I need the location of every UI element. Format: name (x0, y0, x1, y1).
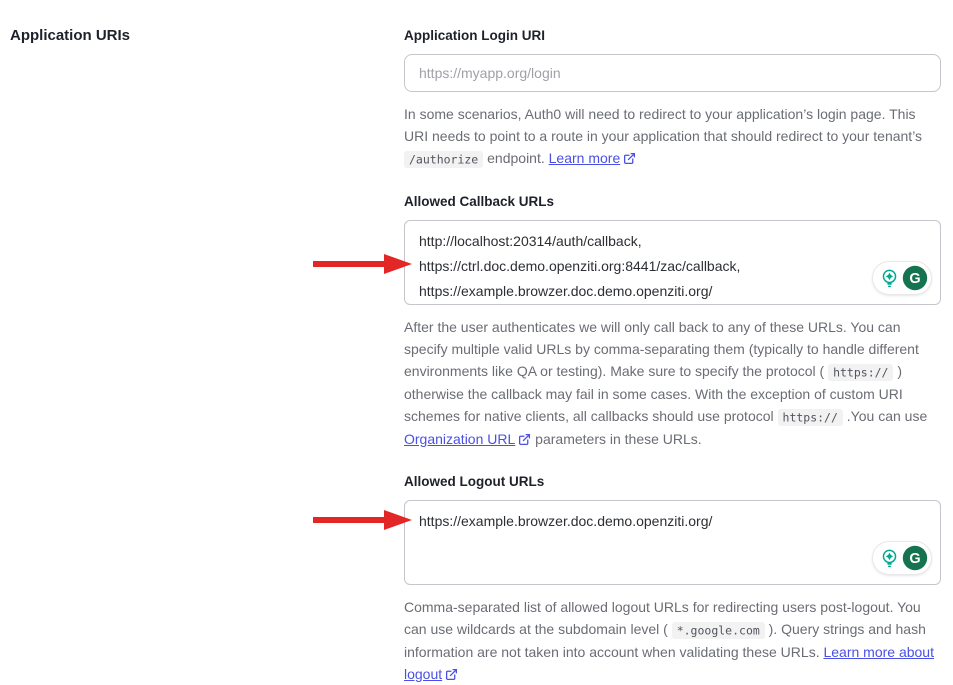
external-link-icon (445, 668, 458, 681)
organization-url-link[interactable]: Organization URL (404, 431, 516, 447)
logout-urls-textarea[interactable] (404, 500, 941, 585)
authorize-code-chip: /authorize (404, 151, 483, 168)
callback-urls-field (404, 220, 941, 305)
logout-description-text-1: Comma-separated list of allowed logout URLs for redirecting users post-logout. You can use wildcards at the subdomain level ( (404, 599, 921, 637)
callback-urls-label: Allowed Callback URLs (404, 194, 555, 209)
external-link-icon (518, 433, 531, 446)
login-uri-description-text-2: endpoint. (483, 150, 549, 166)
login-uri-label: Application Login URI (404, 28, 545, 43)
application-uris-form (404, 28, 941, 685)
login-uri-description-text-1: In some scenarios, Auth0 will need to redirect to your application’s login page. This URI needs to point to a route in your application that should redirect to your tenant’s (404, 106, 923, 144)
grammarly-widget[interactable] (873, 262, 931, 294)
red-arrow-right-icon (312, 505, 413, 535)
https-code-chip-2: https:// (778, 409, 843, 426)
callback-description-text-2: ) otherwise the callback may fail in some cases. With the exception of custom URI schemes for native clients, all callbacks should use protocol (404, 363, 903, 424)
callback-urls-description (404, 316, 941, 450)
red-arrow-right-icon (312, 249, 413, 279)
login-uri-input[interactable] (404, 54, 941, 92)
callback-description-text-1: After the user authenticates we will only call back to any of these URLs. You can specify multiple valid URLs by comma-separating them (typically to handle different environments like QA or testing). Make sure to specify the protocol ( (404, 319, 919, 379)
learn-more-link[interactable]: Learn more (548, 150, 621, 166)
svg-text:G: G (909, 551, 921, 567)
grammarly-widget[interactable] (873, 542, 931, 574)
grammarly-suggestion-lightbulb-icon[interactable] (879, 548, 900, 569)
grammarly-suggestion-lightbulb-icon[interactable] (879, 268, 900, 289)
callback-description-text-3: .You can use (842, 408, 928, 424)
external-link-icon (623, 152, 636, 165)
callback-urls-textarea[interactable] (404, 220, 941, 305)
svg-text:G: G (909, 271, 921, 287)
callback-description-text-4: parameters in these URLs. (531, 431, 702, 447)
wildcard-code-chip: *.google.com (672, 622, 765, 639)
grammarly-logo-icon[interactable] (902, 545, 928, 571)
https-code-chip-1: https:// (828, 364, 893, 381)
section-title: Application URIs (10, 27, 131, 44)
logout-urls-label: Allowed Logout URLs (404, 474, 545, 489)
logout-urls-description (404, 596, 941, 685)
login-uri-description (404, 103, 941, 170)
logout-description-text-2: ). Query strings and hash information are not taken into account when validating these URLs. (404, 621, 926, 660)
logout-urls-field (404, 500, 941, 585)
learn-more-logout-link[interactable]: Learn more about logout (404, 644, 934, 682)
grammarly-logo-icon[interactable] (902, 265, 928, 291)
